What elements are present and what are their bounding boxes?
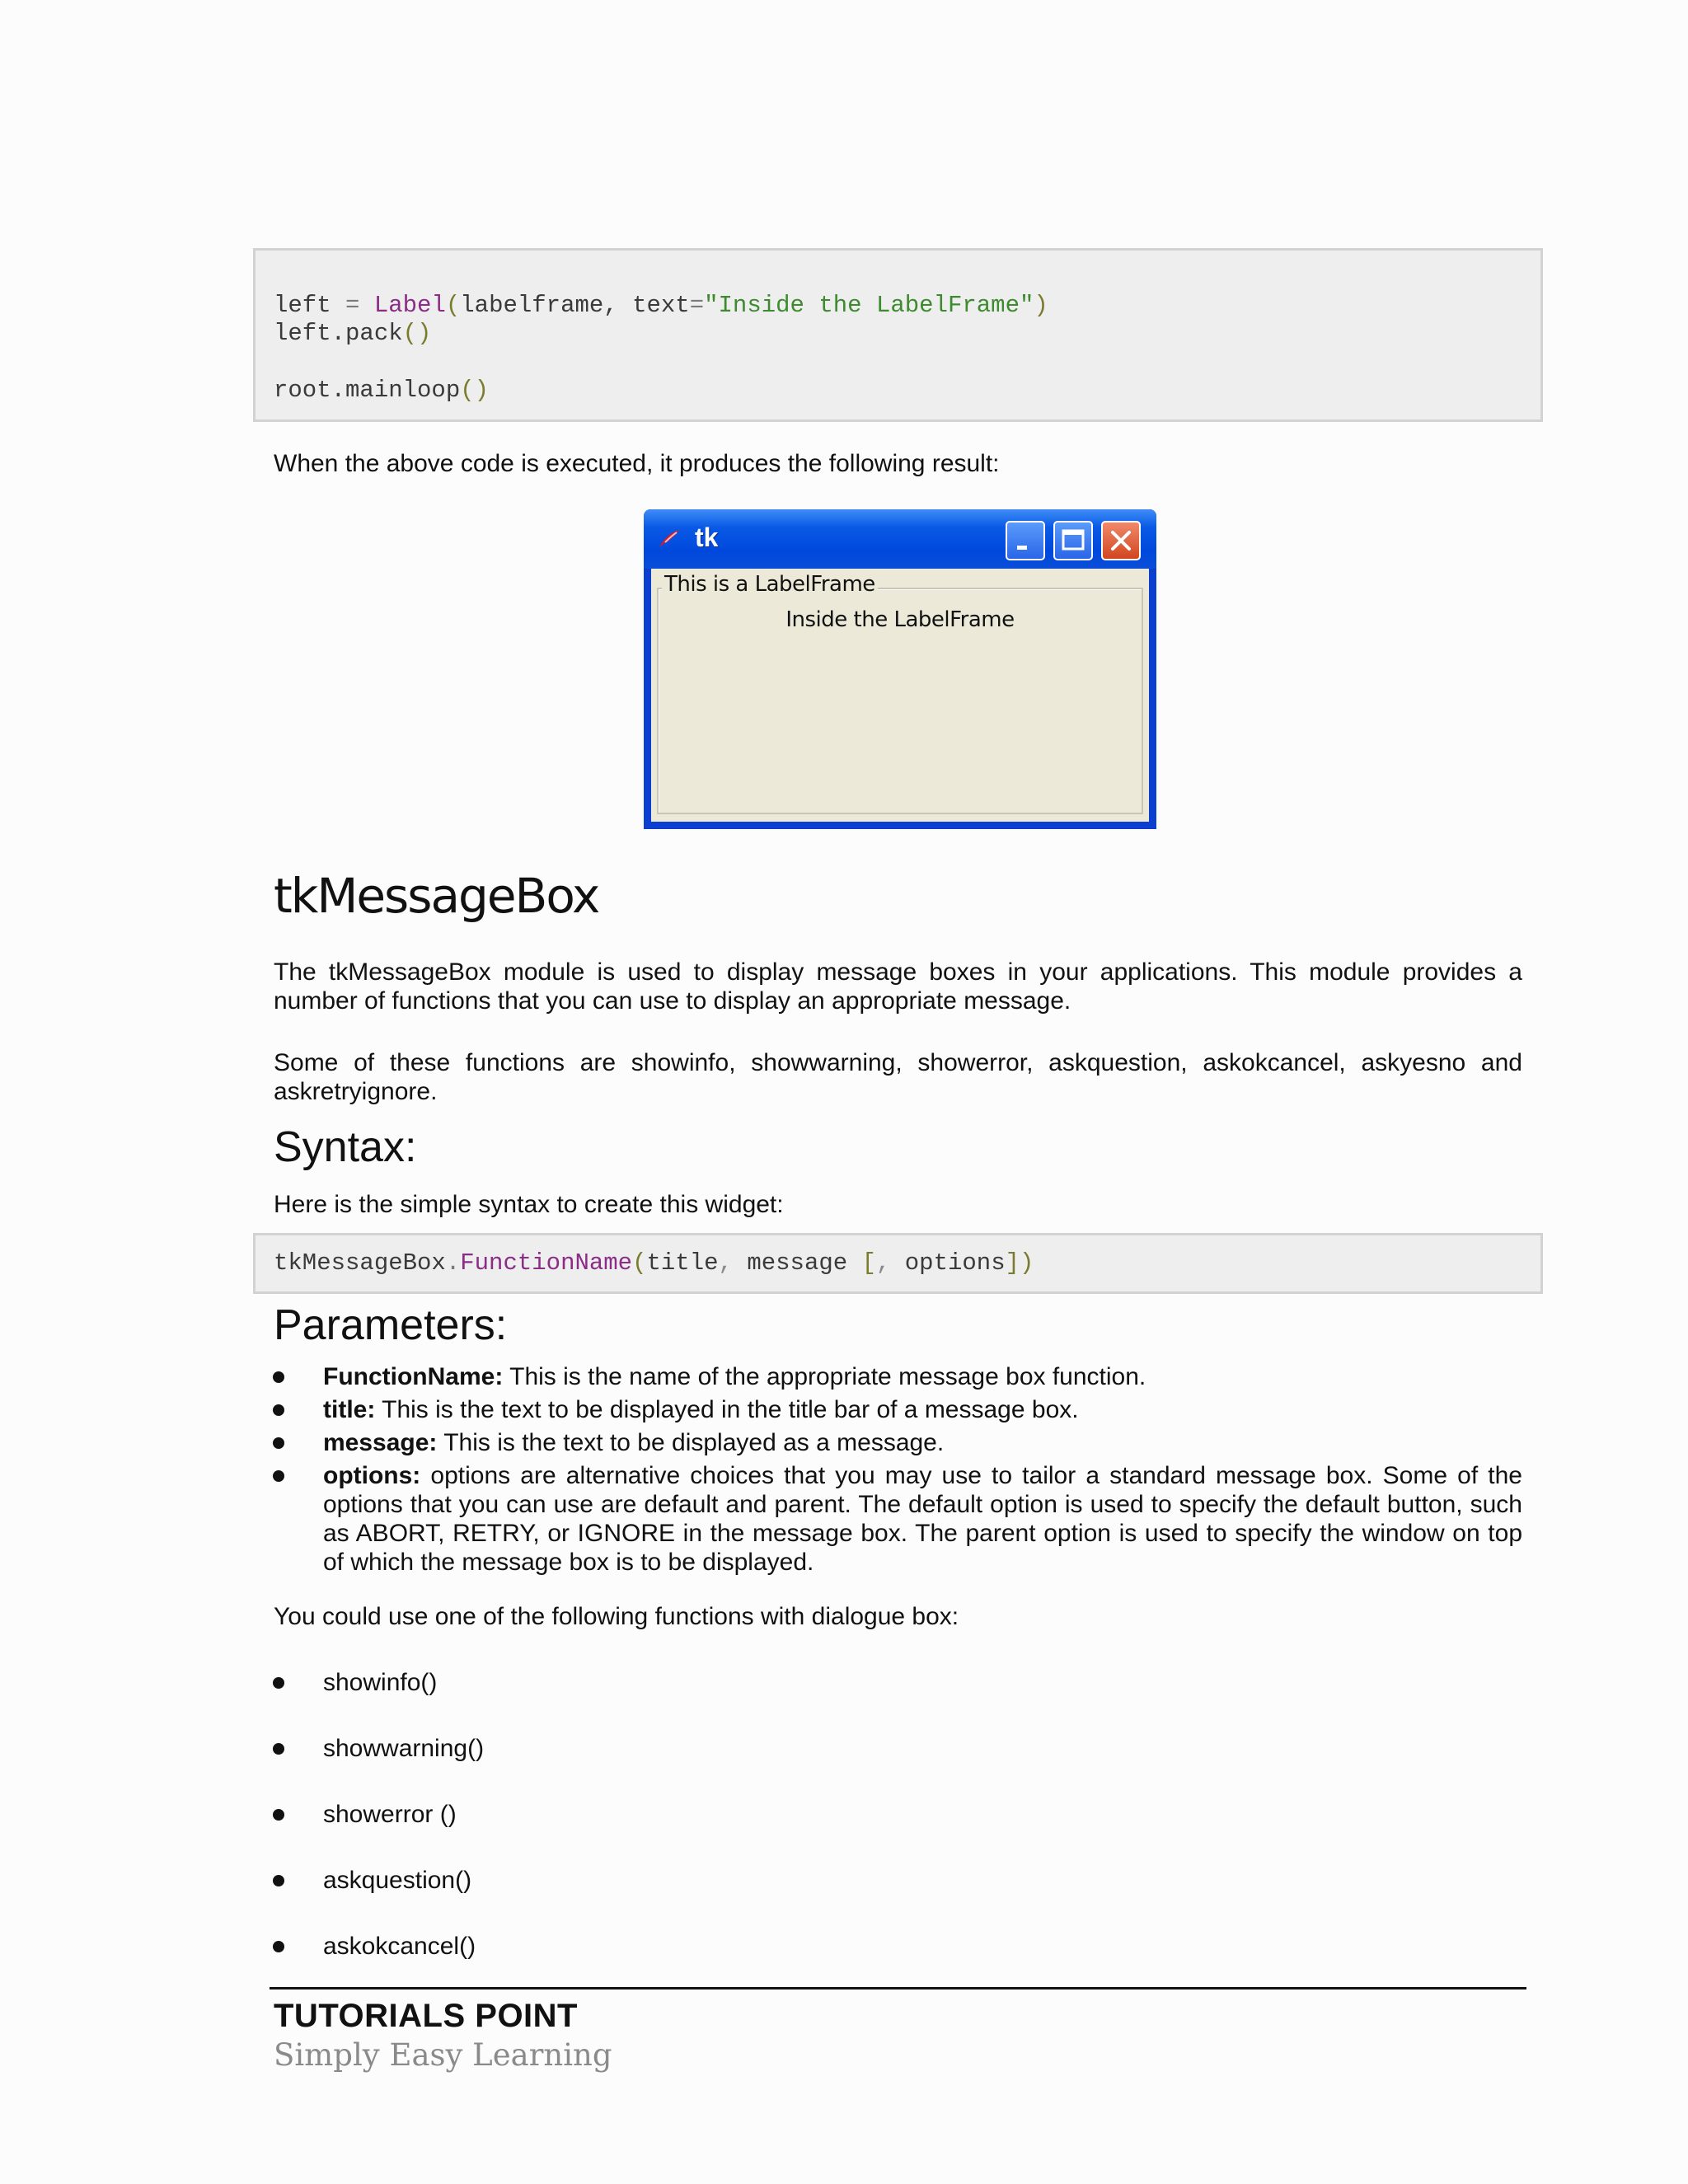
section-heading: tkMessageBox: [274, 868, 599, 924]
bullet-icon: [273, 1809, 284, 1821]
code-line-pack: left.pack(): [274, 320, 432, 347]
parameters-heading: Parameters:: [274, 1301, 508, 1349]
minimize-button[interactable]: [1006, 521, 1045, 560]
close-icon: [1103, 523, 1139, 559]
code-line-syntax: tkMessageBox.FunctionName(title, message [, options]): [274, 1249, 1034, 1277]
minimize-icon: [1007, 523, 1043, 559]
paragraph-functions-list: Some of these functions are showinfo, showwarning, showerror, askquestion, askokcancel, askyesno and askretryignore.: [274, 1049, 1522, 1105]
function-askokcancel: askokcancel(): [323, 1933, 476, 1960]
window-client-area: [651, 569, 1149, 822]
function-showerror: showerror (): [323, 1801, 457, 1828]
maximize-button[interactable]: [1053, 521, 1093, 560]
bullet-icon: [273, 1743, 284, 1755]
bullet-icon: [273, 1941, 284, 1952]
function-showwarning: showwarning(): [323, 1735, 485, 1762]
bullet-icon: [273, 1470, 284, 1482]
functions-intro: You could use one of the following functions with dialogue box:: [274, 1603, 959, 1630]
footer-brand: TUTORIALS POINT: [274, 1998, 578, 2034]
tk-feather-icon: [657, 527, 682, 551]
code-line-mainloop: root.mainloop(): [274, 377, 490, 404]
footer-divider: [270, 1987, 1526, 1990]
tk-window-screenshot: [644, 509, 1156, 829]
bullet-icon: [273, 1875, 284, 1886]
param-message: message: This is the text to be displayed as a message.: [323, 1429, 945, 1456]
maximize-icon: [1055, 523, 1091, 559]
bullet-icon: [273, 1437, 284, 1449]
close-button[interactable]: [1101, 521, 1141, 560]
window-title: tk: [695, 523, 719, 552]
bullet-icon: [273, 1404, 284, 1416]
param-options: options: options are alternative choices that you may use to tailor a standard message box. Some of the options that you can use are default and parent. The default option is used to specify the default button, such as ABORT, RETRY, or IGNORE in the message box. The parent option is used to specify the window on top of which the message box is to be displayed.: [323, 1462, 1522, 1576]
param-function-name: FunctionName: This is the name of the appropriate message box function.: [323, 1363, 1146, 1390]
syntax-heading: Syntax:: [274, 1123, 417, 1171]
window-titlebar: [644, 509, 1156, 569]
bullet-icon: [273, 1371, 284, 1383]
paragraph-module-intro: The tkMessageBox module is used to display message boxes in your applications. This module provides a number of functions that you can use to display an appropriate message.: [274, 958, 1522, 1015]
syntax-intro: Here is the simple syntax to create this widget:: [274, 1191, 784, 1218]
function-showinfo: showinfo(): [323, 1669, 438, 1696]
labelframe-title: This is a LabelFrame: [662, 572, 878, 597]
result-intro: When the above code is executed, it produces the following result:: [274, 450, 1000, 477]
code-line-label: left = Label(labelframe, text="Inside the LabelFrame"): [274, 292, 1048, 319]
bullet-icon: [273, 1677, 284, 1689]
footer-tagline: Simply Easy Learning: [274, 2037, 612, 2073]
function-askquestion: askquestion(): [323, 1867, 472, 1894]
labelframe-label: Inside the LabelFrame: [785, 607, 1015, 632]
param-title: title: This is the text to be displayed in the title bar of a message box.: [323, 1396, 1079, 1423]
